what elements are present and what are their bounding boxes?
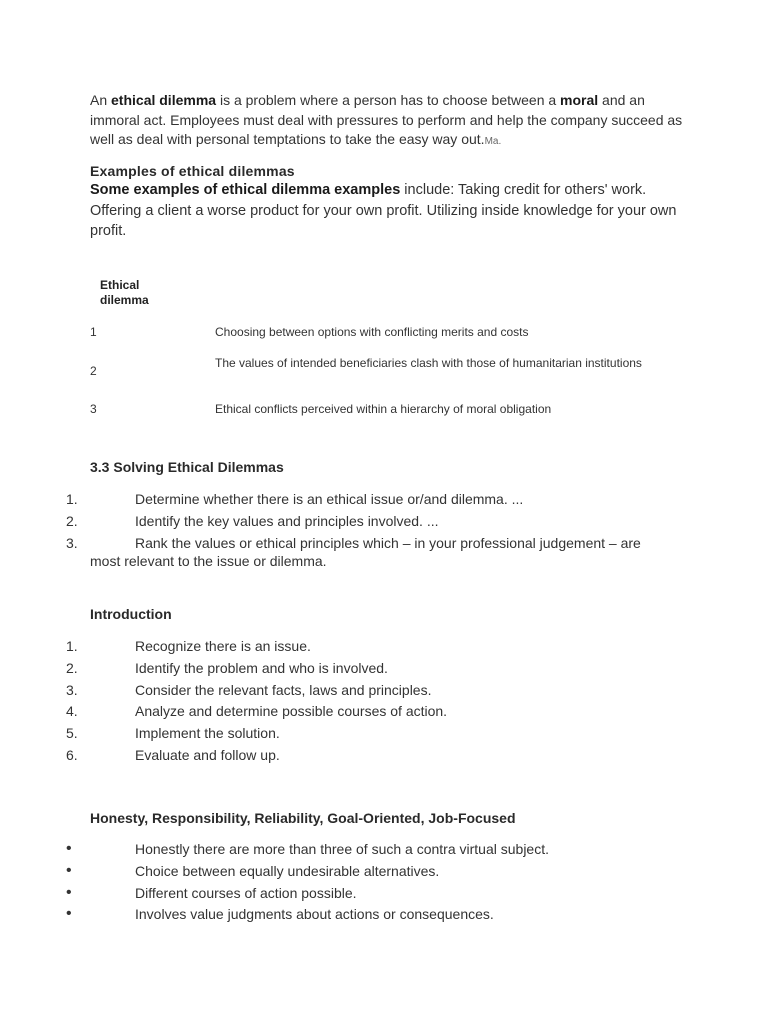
list-item	[0, 840, 768, 858]
examples-heading: Examples of ethical dilemmas	[90, 163, 295, 179]
intro-bold-moral: moral	[560, 92, 599, 108]
introduction-list	[0, 637, 768, 768]
intro-text-3: and an immoral act. Employees must deal with pressures to perform and help the company succeed as well as deal with personal temptations to take the easy way out.	[90, 92, 683, 147]
list-item-text: Identify the key values and principles involved. ...	[135, 512, 439, 529]
bullet-icon: •	[66, 840, 72, 857]
list-item	[0, 884, 768, 902]
list-item-text: Analyze and determine possible courses of action.	[135, 703, 448, 720]
list-item	[0, 534, 768, 570]
list-item	[0, 512, 768, 530]
list-item-text: Different courses of action possible.	[135, 884, 357, 901]
solving-list	[0, 490, 768, 573]
list-item-text: Recognize there is an issue.	[135, 638, 311, 654]
list-item-text: Determine whether there is an ethical issue or/and dilemma. ...	[135, 491, 524, 507]
list-item	[0, 746, 768, 764]
list-item-text: Honestly there are more than three of such a contra virtual subject.	[135, 841, 549, 857]
intro-paragraph	[90, 91, 690, 152]
list-item-text: Evaluate and follow up.	[135, 746, 280, 763]
list-marker: 1.	[66, 491, 78, 507]
list-item-text: Rank the values or ethical principles which – in your professional judgement – are most relevant to the issue or dilemma.	[90, 534, 641, 569]
solving-heading: 3.3 Solving Ethical Dilemmas	[90, 459, 284, 475]
table-row-number: 3	[90, 402, 97, 416]
list-marker: 4.	[66, 703, 78, 720]
intro-text-1: An	[90, 92, 112, 108]
list-marker: 5.	[66, 725, 78, 742]
list-marker: 1.	[66, 638, 78, 654]
examples-bold: Some examples of ethical dilemma examples	[90, 182, 401, 198]
bullet-icon: •	[66, 861, 72, 879]
list-marker: 6.	[66, 746, 78, 763]
introduction-heading: Introduction	[90, 606, 172, 622]
list-item	[0, 724, 768, 742]
list-item-text: Choice between equally undesirable alternatives.	[135, 862, 440, 879]
list-item-text: Involves value judgments about actions or consequences.	[135, 906, 494, 923]
list-item-text: Implement the solution.	[135, 725, 280, 742]
bullet-icon: •	[66, 905, 72, 923]
list-marker: 2.	[66, 659, 78, 676]
table-row-number: 1	[90, 325, 97, 339]
honesty-heading: Honesty, Responsibility, Reliability, Goal-Oriented, Job-Focused	[90, 810, 516, 826]
honesty-bullet-list	[0, 840, 768, 927]
list-item	[0, 862, 768, 880]
list-marker: 2.	[66, 512, 78, 529]
table-row-number: 2	[90, 364, 97, 378]
intro-reference: Ma.	[484, 136, 502, 147]
list-marker: 3.	[66, 681, 78, 698]
list-marker: 3.	[66, 534, 78, 551]
list-item	[0, 681, 768, 699]
table-row-description: The values of intended beneficiaries clash with those of humanitarian institutions	[215, 356, 642, 370]
list-item-text: Identify the problem and who is involved.	[135, 659, 388, 676]
list-item	[0, 905, 768, 923]
intro-bold-ethical-dilemma: ethical dilemma	[111, 92, 217, 108]
list-item	[0, 490, 768, 508]
list-item-text: Consider the relevant facts, laws and principles.	[135, 681, 432, 698]
list-item	[0, 637, 768, 655]
list-item	[0, 702, 768, 720]
bullet-icon: •	[66, 883, 72, 901]
table-header-ethical-dilemma: Ethical dilemma	[100, 278, 149, 307]
table-row-description: Choosing between options with conflicting merits and costs	[215, 325, 529, 339]
intro-text-2: is a problem where a person has to choose between a	[216, 92, 561, 108]
table-row-description: Ethical conflicts perceived within a hierarchy of moral obligation	[215, 402, 552, 416]
list-item	[0, 659, 768, 677]
examples-text: include: Taking credit for others' work. Offering a client a worse product for your own profit. Utilizing inside knowledge for your own profit.	[90, 182, 677, 239]
examples-paragraph	[90, 180, 690, 242]
